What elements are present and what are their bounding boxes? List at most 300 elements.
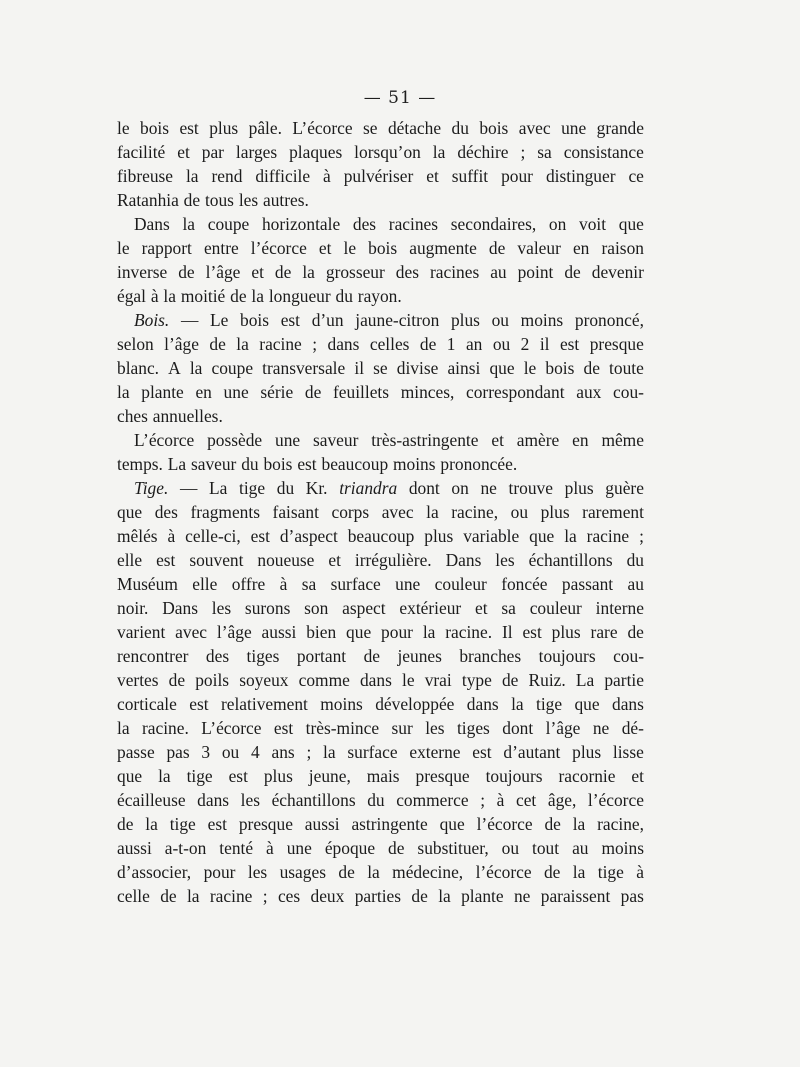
word: cou-: [613, 646, 644, 666]
word: surface: [330, 574, 381, 594]
word: de: [209, 334, 226, 354]
word: A: [168, 358, 181, 378]
word: toujours: [485, 766, 543, 786]
word: en: [572, 430, 589, 450]
word: blanc.: [117, 358, 160, 378]
text-line: [117, 596, 644, 620]
word: plus: [424, 526, 454, 546]
word: de: [543, 862, 561, 882]
word: de: [363, 646, 380, 666]
word: facilité: [117, 142, 166, 162]
word: plante: [141, 382, 184, 402]
word: ces: [277, 886, 301, 906]
word: que: [489, 358, 515, 378]
word: rayon.: [357, 286, 402, 306]
word: se: [373, 358, 388, 378]
word: détache: [387, 118, 442, 138]
word: ;: [480, 790, 486, 810]
text-line: [117, 116, 644, 140]
word: de: [304, 382, 322, 402]
word: moins: [320, 694, 363, 714]
word: la: [189, 358, 203, 378]
text-line: [117, 452, 644, 476]
word: à: [323, 166, 331, 186]
text-line: [117, 524, 644, 548]
word: —: [180, 310, 199, 330]
word: l’âge: [216, 622, 252, 642]
word: 3: [201, 742, 211, 762]
word: en: [195, 382, 212, 402]
word: Kr.: [305, 478, 328, 498]
word: feuillets: [333, 382, 390, 402]
word: époque: [324, 838, 376, 858]
text-line: [117, 788, 644, 812]
word: La: [167, 454, 187, 474]
word: d’aspect: [279, 526, 338, 546]
word: La: [209, 478, 228, 498]
word: et: [475, 598, 488, 618]
word: ;: [312, 334, 318, 354]
word: déchire: [457, 142, 509, 162]
word: et: [177, 142, 190, 162]
word: à: [636, 862, 644, 882]
word: que: [574, 694, 600, 714]
word: longueur: [268, 286, 331, 306]
word: pâle.: [248, 118, 282, 138]
word: au: [627, 574, 644, 594]
word: guère: [605, 478, 644, 498]
word: irrégulière.: [354, 550, 432, 570]
word: par: [201, 142, 224, 162]
word: augmente: [409, 238, 477, 258]
word: divise: [396, 358, 439, 378]
word: racine: [209, 886, 253, 906]
word: est: [156, 550, 176, 570]
word: poils: [195, 670, 230, 690]
word: sa: [537, 142, 552, 162]
word: la: [186, 886, 200, 906]
word: tous: [204, 190, 234, 210]
word: vertes: [117, 670, 159, 690]
word: il: [539, 334, 550, 354]
word: correspondant: [466, 382, 565, 402]
text-line: [117, 860, 644, 884]
word: ;: [262, 886, 268, 906]
word: corticale: [117, 694, 177, 714]
word: souvent: [189, 550, 244, 570]
word: passe: [117, 742, 155, 762]
word: une: [561, 118, 587, 138]
text-line: [117, 692, 644, 716]
word: ainsi: [447, 358, 481, 378]
word: astringente: [351, 814, 428, 834]
word: à: [266, 838, 274, 858]
word: le: [401, 670, 415, 690]
word: que: [618, 214, 644, 234]
word: saveur: [313, 430, 359, 450]
word: cou-: [613, 382, 644, 402]
word: échantillons: [271, 790, 356, 810]
text-line: [117, 812, 644, 836]
text-line: [117, 500, 644, 524]
word: d’associer,: [117, 862, 192, 882]
word: bois: [140, 118, 169, 138]
word: faisant: [272, 502, 319, 522]
word: beaucoup: [321, 454, 389, 474]
word: presque: [238, 814, 293, 834]
word: soyeux: [239, 670, 289, 690]
word: l’écorce: [250, 238, 307, 258]
word: l’âge: [545, 718, 581, 738]
word: plus: [263, 766, 293, 786]
word: distinguer: [545, 166, 616, 186]
word: devenir: [591, 262, 644, 282]
word: le: [117, 238, 130, 258]
word: avec: [175, 622, 208, 642]
word: la: [182, 214, 196, 234]
word: tiges: [456, 718, 490, 738]
word: d’un: [311, 310, 344, 330]
word: coupe: [211, 358, 254, 378]
word: est: [179, 118, 199, 138]
word: externe: [409, 742, 461, 762]
word: la: [117, 382, 130, 402]
word: entre: [203, 238, 239, 258]
text-line: [117, 668, 644, 692]
text-line: [117, 572, 644, 596]
word: se: [363, 118, 378, 138]
word: jaune-citron: [355, 310, 440, 330]
text-line: [117, 308, 644, 332]
word: de: [168, 670, 186, 690]
word: racine,: [597, 814, 644, 834]
word: couleur: [529, 598, 582, 618]
word: la: [185, 166, 199, 186]
word: Muséum: [117, 574, 178, 594]
word: grande: [596, 118, 644, 138]
page-number: — 51 —: [363, 88, 437, 108]
word: plus: [209, 118, 239, 138]
word: passant: [561, 574, 614, 594]
word: horizontale: [261, 214, 341, 234]
word: la: [432, 142, 446, 162]
word: commerce: [396, 790, 469, 810]
word: usages: [279, 862, 326, 882]
word: selon: [117, 334, 154, 354]
word: et: [426, 166, 439, 186]
word: Ratanhia: [117, 190, 179, 210]
word: 1: [446, 334, 456, 354]
word: rencontrer: [117, 646, 189, 666]
word: une: [286, 838, 312, 858]
text-line: [117, 404, 644, 428]
text-line: [117, 428, 644, 452]
word: coupe: [207, 214, 250, 234]
word: la: [422, 622, 436, 642]
word: l’écorce: [476, 814, 533, 834]
word: ou: [501, 838, 520, 858]
word: 4: [251, 742, 260, 762]
word: de: [338, 862, 355, 882]
word: avec: [518, 118, 551, 138]
text-line: [117, 164, 644, 188]
word: le: [523, 358, 537, 378]
word: que: [117, 502, 143, 522]
word: Le: [210, 310, 229, 330]
word: dans: [359, 670, 392, 690]
word: secondaires,: [450, 214, 537, 234]
word: portant: [296, 646, 347, 666]
word: médecine,: [392, 862, 464, 882]
text-line: [117, 260, 644, 284]
word: Dans: [445, 550, 482, 570]
word: plus: [450, 310, 480, 330]
word: plus: [564, 478, 594, 498]
word: de: [411, 886, 428, 906]
word: saveur: [190, 454, 237, 474]
word: à: [167, 526, 176, 546]
word: presque: [589, 334, 644, 354]
word: de: [183, 190, 201, 210]
word: est: [250, 526, 270, 546]
word: celle: [117, 886, 150, 906]
word: corps: [331, 502, 370, 522]
word: triandra: [339, 478, 398, 498]
word: aux: [576, 382, 602, 402]
word: la: [117, 718, 130, 738]
word: écailleuse: [117, 790, 186, 810]
word: la: [572, 814, 586, 834]
word: cet: [515, 790, 537, 810]
word: pas: [620, 886, 644, 906]
word: et: [491, 430, 504, 450]
word: est: [559, 334, 580, 354]
word: de: [274, 262, 292, 282]
word: interne: [595, 598, 644, 618]
word: de: [419, 334, 437, 354]
word: plus: [551, 622, 581, 642]
word: dont: [408, 478, 440, 498]
word: pour: [381, 622, 413, 642]
word: ans: [271, 742, 295, 762]
word: ne: [513, 886, 531, 906]
text-line: [117, 188, 644, 212]
word: deux: [310, 886, 345, 906]
word: du: [367, 790, 385, 810]
word: inverse: [117, 262, 168, 282]
text-line: [117, 212, 644, 236]
word: tige: [186, 766, 213, 786]
word: a-t-on: [164, 838, 207, 858]
word: dans: [197, 790, 230, 810]
word: les: [247, 862, 268, 882]
text-line: [117, 476, 644, 500]
word: La: [575, 670, 595, 690]
word: aussi: [117, 838, 152, 858]
text-line: [117, 140, 644, 164]
word: beaucoup: [347, 526, 415, 546]
word: racine.: [142, 718, 189, 738]
word: les: [425, 718, 445, 738]
word: la: [511, 694, 524, 714]
word: minces,: [400, 382, 455, 402]
word: pas: [166, 742, 190, 762]
word: l’âge: [164, 334, 199, 354]
word: aspect: [342, 598, 386, 618]
word: série: [260, 382, 294, 402]
word: de: [583, 358, 600, 378]
word: voit: [579, 214, 607, 234]
word: pulvériser: [343, 166, 414, 186]
word: surface: [347, 742, 398, 762]
word: est: [228, 766, 248, 786]
word: consistance: [563, 142, 644, 162]
word: difficile: [255, 166, 311, 186]
word: la: [163, 286, 176, 306]
text-line: [117, 884, 644, 908]
word: à: [150, 286, 159, 306]
word: rarement: [582, 502, 644, 522]
word: on: [548, 214, 567, 234]
word: Tige.: [134, 478, 169, 498]
word: à: [279, 574, 288, 594]
word: d’autant: [503, 742, 561, 762]
word: tout: [532, 838, 560, 858]
text-line: [117, 764, 644, 788]
word: ou: [492, 334, 511, 354]
word: noir.: [117, 598, 149, 618]
word: plante: [461, 886, 504, 906]
word: surons: [244, 598, 291, 618]
text-line: [117, 740, 644, 764]
word: tige: [239, 478, 266, 498]
word: tige: [597, 862, 624, 882]
word: pour: [203, 862, 236, 882]
word: sa: [501, 598, 516, 618]
word: L’écorce: [201, 718, 262, 738]
word: celles: [369, 334, 410, 354]
word: et: [631, 766, 644, 786]
word: que: [117, 766, 143, 786]
word: sur: [391, 718, 413, 738]
word: la: [302, 262, 315, 282]
text-line: [117, 620, 644, 644]
word: mais: [366, 766, 400, 786]
word: Ruiz.: [528, 670, 566, 690]
word: bien: [306, 622, 337, 642]
word: dans: [327, 334, 360, 354]
text-line: [117, 644, 644, 668]
word: foncée: [501, 574, 548, 594]
word: en: [572, 238, 590, 258]
word: que: [346, 622, 372, 642]
word: dans: [466, 694, 499, 714]
word: Dans: [162, 598, 198, 618]
word: de: [160, 886, 177, 906]
word: est: [472, 742, 492, 762]
word: lorsqu’on: [354, 142, 421, 162]
word: substituer,: [417, 838, 489, 858]
word: racine: [259, 334, 302, 354]
word: de: [178, 262, 195, 282]
word: au: [490, 262, 507, 282]
word: racornie: [558, 766, 616, 786]
word: aussi: [304, 814, 340, 834]
word: trouve: [508, 478, 553, 498]
word: l’âge: [205, 262, 241, 282]
word: une: [223, 382, 249, 402]
word: ou: [221, 742, 240, 762]
word: celle-ci,: [185, 526, 241, 546]
word: annuelles.: [152, 406, 223, 426]
word: Il: [501, 622, 513, 642]
word: est: [280, 310, 301, 330]
word: branches: [459, 646, 522, 666]
word: est: [522, 622, 542, 642]
word: une: [395, 574, 421, 594]
word: les: [211, 598, 232, 618]
text-line: [117, 836, 644, 860]
word: toute: [609, 358, 644, 378]
text-line: [117, 284, 644, 308]
word: de: [501, 670, 519, 690]
word: dé-: [621, 718, 644, 738]
word: fibreuse: [117, 166, 174, 186]
word: on: [451, 478, 469, 498]
word: plus: [572, 742, 602, 762]
word: âge,: [547, 790, 577, 810]
word: L’écorce: [292, 118, 353, 138]
text-line: [117, 236, 644, 260]
word: couleur: [434, 574, 487, 594]
word: et: [318, 238, 332, 258]
word: la: [236, 334, 249, 354]
word: la: [251, 286, 264, 306]
word: dont: [502, 718, 534, 738]
word: moins: [520, 310, 564, 330]
word: rend: [211, 166, 243, 186]
word: parties: [354, 886, 402, 906]
word: ou: [510, 502, 529, 522]
word: les: [238, 190, 259, 210]
word: Bois.: [134, 310, 170, 330]
word: variable: [463, 526, 520, 546]
word: rare: [590, 622, 618, 642]
word: racine,: [451, 502, 499, 522]
word: tenté: [219, 838, 254, 858]
word: bois: [545, 358, 575, 378]
word: paraissent: [540, 886, 611, 906]
word: les: [495, 550, 515, 570]
word: aussi: [261, 622, 297, 642]
word: est: [207, 814, 227, 834]
word: de: [627, 622, 644, 642]
word: le: [117, 118, 130, 138]
word: son: [304, 598, 329, 618]
word: une: [275, 430, 301, 450]
word: des: [154, 502, 178, 522]
word: tige: [536, 694, 563, 714]
word: de: [117, 814, 134, 834]
word: jeunes: [397, 646, 442, 666]
word: même: [601, 430, 644, 450]
text-line: [117, 332, 644, 356]
word: moitié: [180, 286, 226, 306]
body-text: [117, 116, 644, 908]
word: rapport: [141, 238, 192, 258]
word: du: [335, 286, 353, 306]
word: très-mince: [305, 718, 380, 738]
